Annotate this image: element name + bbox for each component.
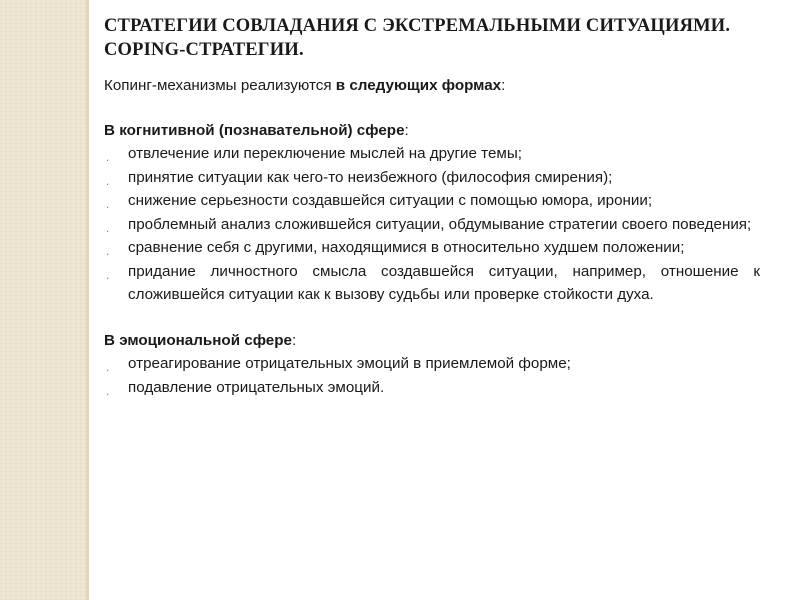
list-item: ˏ снижение серьезности создавшейся ситуации с помощью юмора, иронии; bbox=[106, 192, 653, 209]
bullet-icon: ˏ bbox=[106, 384, 109, 395]
bullet-icon: ˏ bbox=[106, 221, 109, 232]
list-item: ˏ сравнение себя с другими, находящимися в относительно худшем положении; bbox=[106, 239, 685, 256]
side-panel-divider bbox=[86, 0, 89, 600]
list-item: ˏ подавление отрицательных эмоций. bbox=[106, 378, 385, 396]
list-item: ˏ принятие ситуации как чего-то неизбежного (философия смирения); bbox=[106, 168, 613, 186]
cognitive-list bbox=[104, 142, 760, 307]
slide-title bbox=[104, 14, 760, 62]
list-item: ˏ проблемный анализ сложившейся ситуации, обдумывание стратегии своего поведения; bbox=[106, 215, 752, 233]
intro-text bbox=[104, 74, 760, 98]
bullet-icon: ˏ bbox=[106, 174, 109, 185]
emotional-heading: В эмоциональной сфере: bbox=[104, 331, 297, 349]
list-item: ˏ отреагирование отрицательных эмоций в приемлемой форме; bbox=[106, 355, 571, 372]
title-line-2: COPING-СТРАТЕГИИ. bbox=[104, 40, 304, 60]
intro-bold: в следующих формах bbox=[335, 77, 502, 94]
list-item: ˏ отвлечение или переключение мыслей на другие темы; bbox=[106, 145, 522, 162]
decorative-side-panel bbox=[0, 0, 86, 600]
bullet-icon: ˏ bbox=[106, 245, 109, 255]
bullet-icon: ˏ bbox=[106, 198, 109, 208]
intro-prefix: Копинг-механизмы реализуются bbox=[104, 77, 336, 94]
cognitive-heading: В когнитивной (познавательной) сфере: bbox=[104, 121, 409, 139]
bullet-icon: ˏ bbox=[106, 268, 109, 279]
list-item: ˏ придание личностного смысла создавшейся ситуации, например, отношение к сложившейся ситуации как к вызову судьбы или проверке стойкости духа. bbox=[106, 262, 760, 303]
bullet-icon: ˏ bbox=[106, 361, 109, 371]
slide-content bbox=[104, 14, 760, 399]
title-line-1: СТРАТЕГИИ СОВЛАДАНИЯ С ЭКСТРЕМАЛЬНЫМИ СИТУАЦИЯМИ. bbox=[104, 16, 731, 36]
intro-suffix: : bbox=[501, 77, 506, 94]
emotional-list bbox=[104, 352, 760, 399]
bullet-icon: ˏ bbox=[106, 151, 109, 161]
